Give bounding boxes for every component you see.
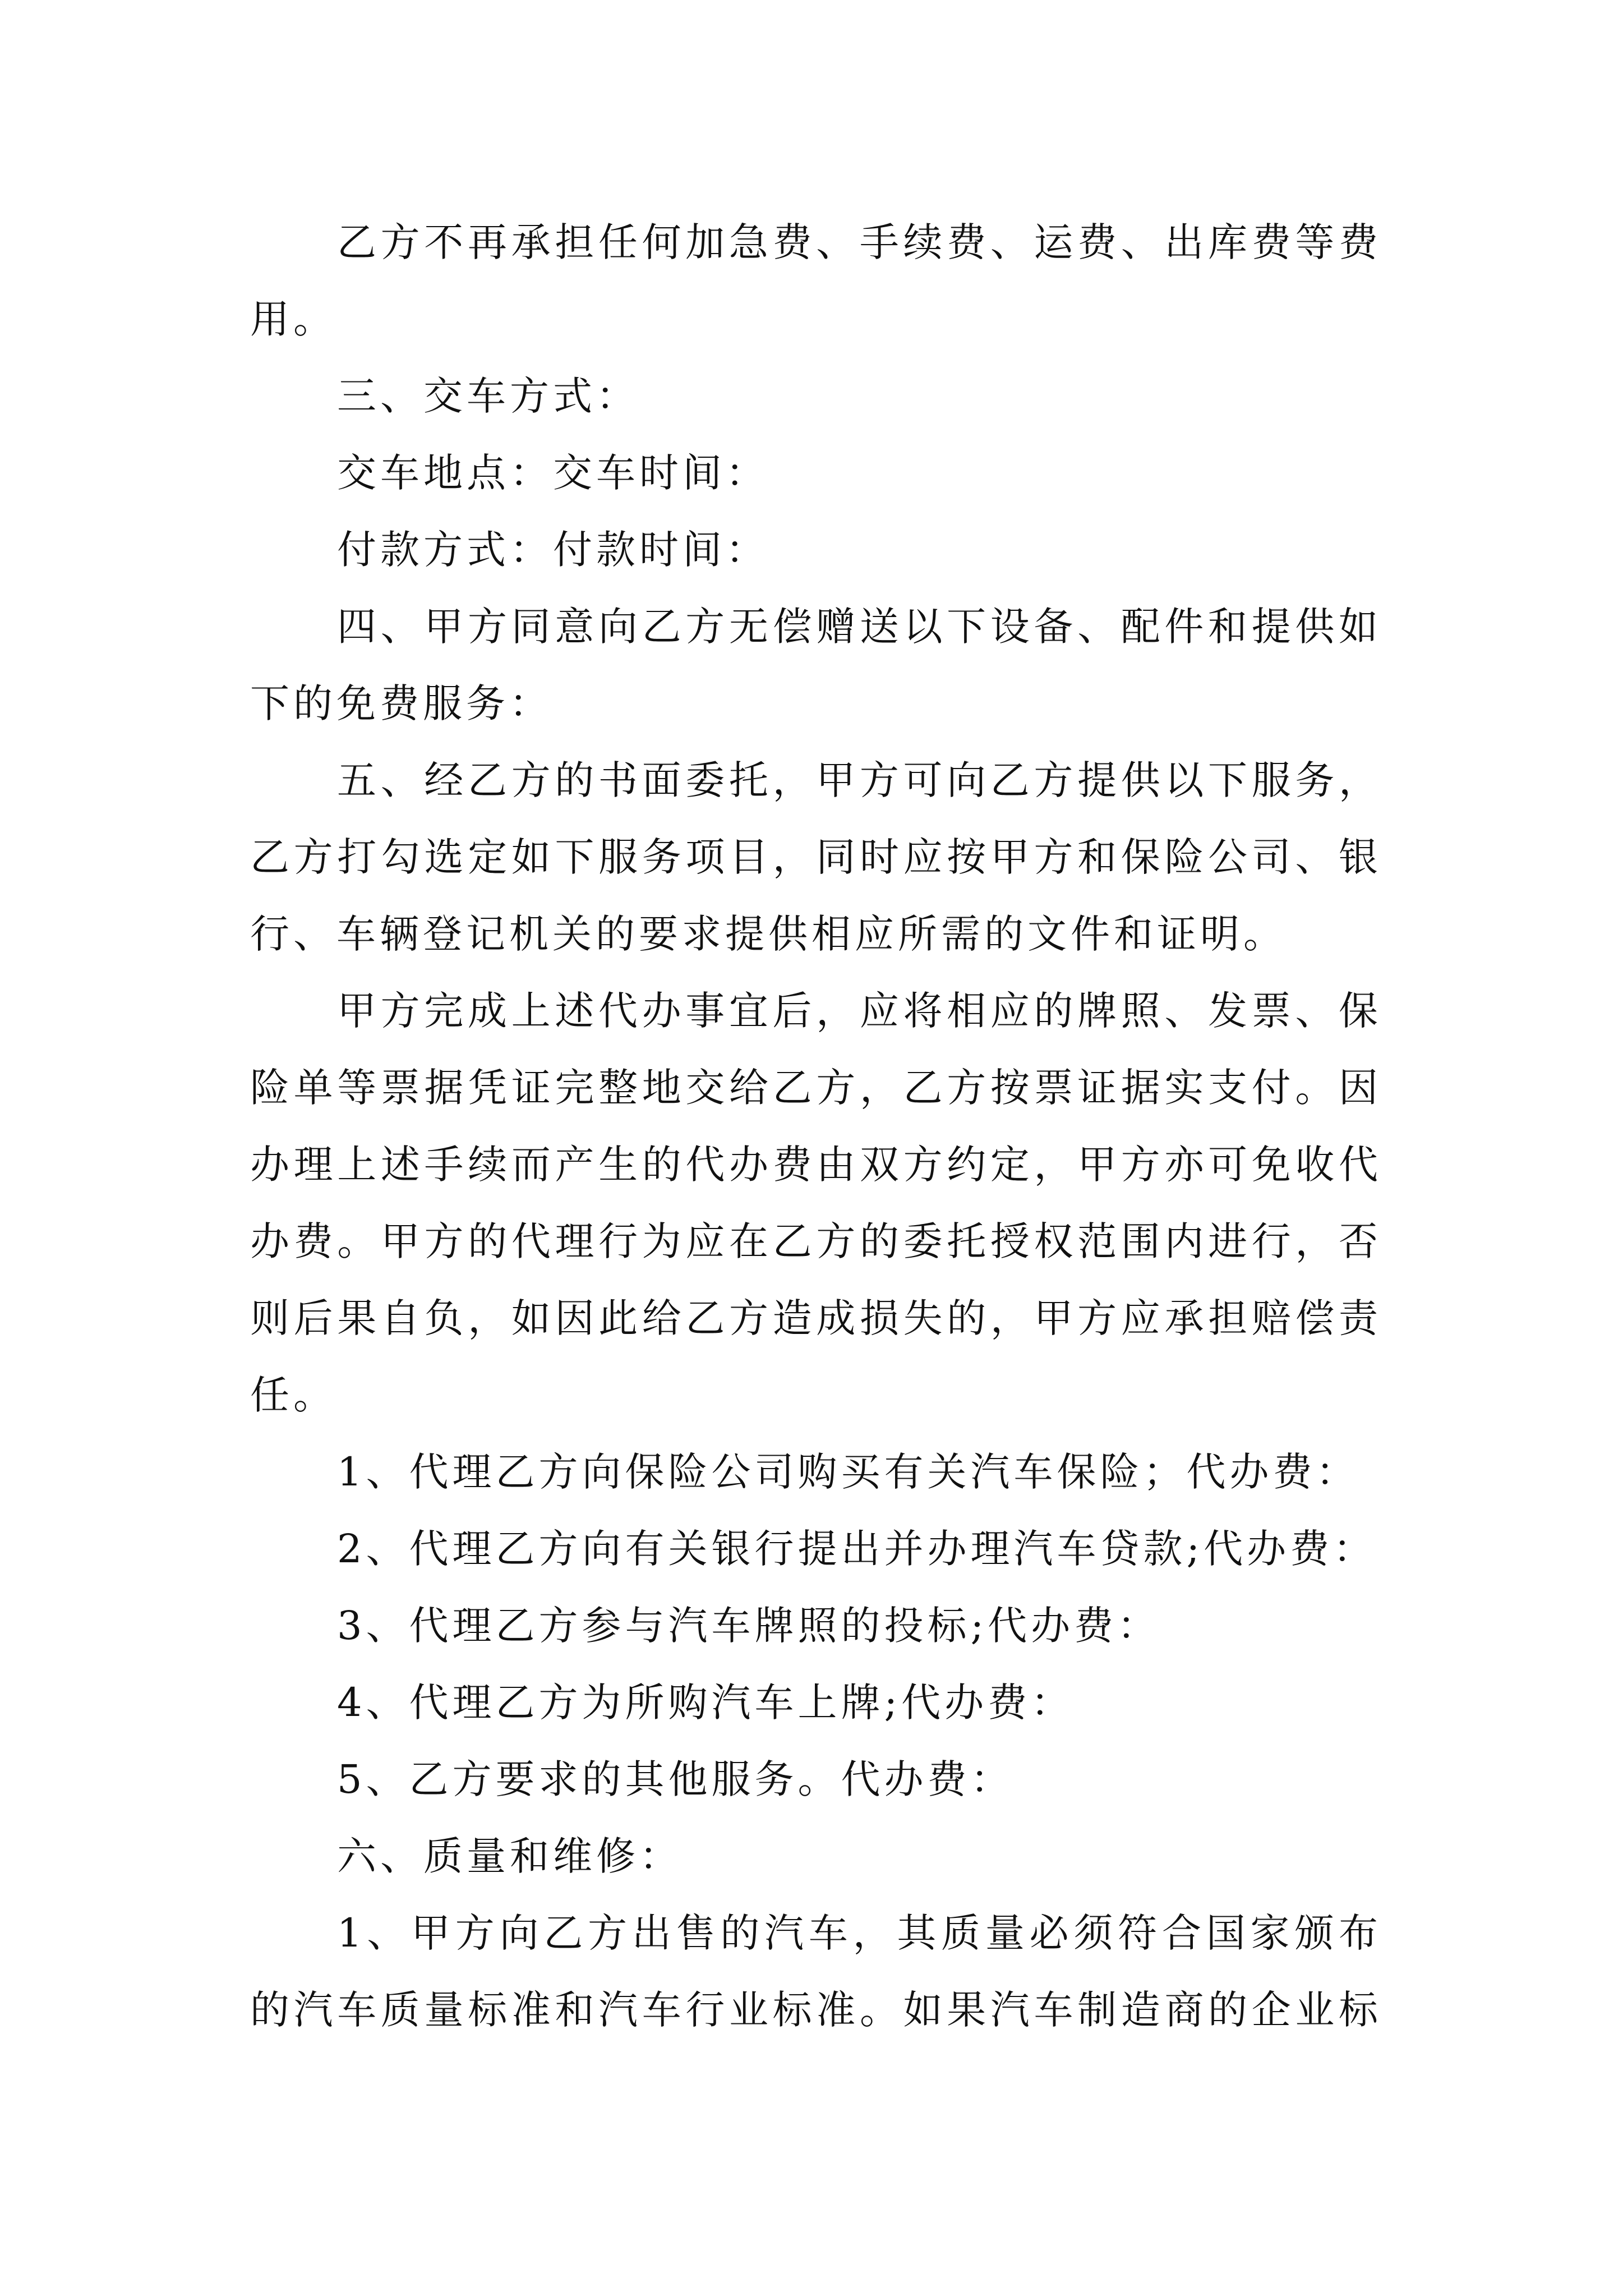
list-item: 4、代理乙方为所购汽车上牌;代办费： [337,1680,1075,1726]
paragraph-line: 办理上述手续而产生的代办费由双方约定，甲方亦可免收代 [250,1142,1382,1188]
paragraph-line: 则后果自负，如因此给乙方造成损失的，甲方应承担赔偿责 [250,1295,1382,1341]
paragraph-line: 甲方完成上述代办事宜后，应将相应的牌照、发票、保 [337,988,1382,1034]
paragraph-line: 的汽车质量标准和汽车行业标准。如果汽车制造商的企业标 [250,1987,1382,2033]
section-heading: 三、交车方式： [337,373,639,419]
list-item: 3、代理乙方参与汽车牌照的投标;代办费： [337,1603,1161,1649]
paragraph-line: 用。 [250,296,336,342]
paragraph-line: 办费。甲方的代理行为应在乙方的委托授权范围内进行，否 [250,1218,1382,1264]
paragraph-line: 四、甲方同意向乙方无偿赠送以下设备、配件和提供如 [337,604,1382,650]
list-item: 5、乙方要求的其他服务。代办费： [337,1756,1014,1802]
paragraph-line: 乙方打勾选定如下服务项目，同时应按甲方和保险公司、银 [250,834,1382,880]
paragraph-line: 任。 [250,1372,336,1418]
paragraph-line: 险单等票据凭证完整地交给乙方，乙方按票证据实支付。因 [250,1065,1382,1111]
paragraph-line: 行、车辆登记机关的要求提供相应所需的文件和证明。 [250,911,1287,957]
paragraph-line: 下的免费服务： [250,680,552,726]
paragraph-line: 五、经乙方的书面委托，甲方可向乙方提供以下服务， [337,757,1382,803]
document-body [250,204,1382,2049]
paragraph-line: 乙方不再承担任何加急费、手续费、运费、出库费等费 [337,219,1382,265]
paragraph-line: 1、甲方向乙方出售的汽车，其质量必须符合国家颁布 [337,1910,1382,1956]
payment-fields: 付款方式：付款时间： [337,527,769,573]
delivery-fields: 交车地点：交车时间： [337,450,769,496]
section-heading: 六、质量和维修： [337,1833,683,1879]
list-item: 1、代理乙方向保险公司购买有关汽车保险；代办费： [337,1449,1359,1495]
list-item: 2、代理乙方向有关银行提出并办理汽车贷款;代办费： [337,1526,1377,1572]
